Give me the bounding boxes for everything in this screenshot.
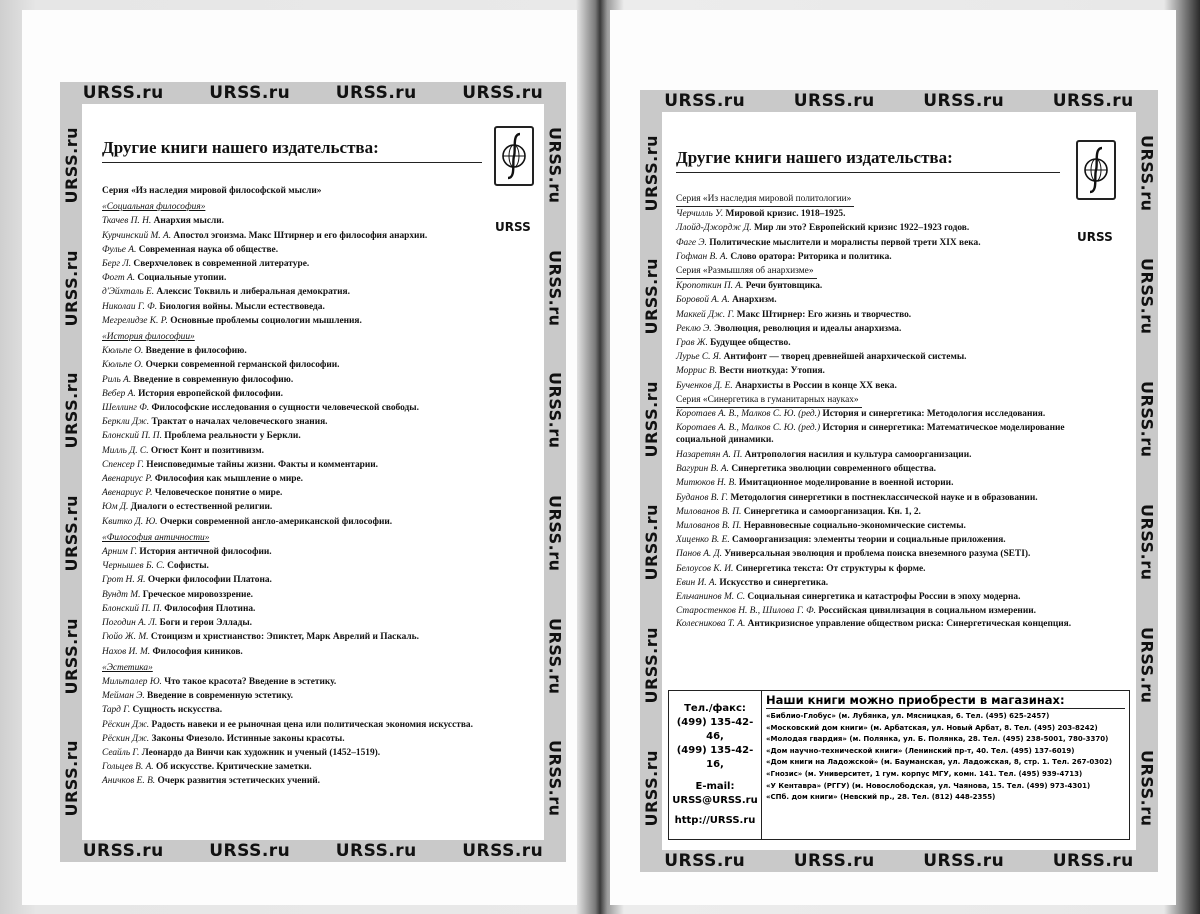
book-entry: Хиценко В. Е. Самоорганизация: элементы теории и социальные приложения. bbox=[676, 535, 1006, 546]
book-entry: Блонский П. П. Философия Плотина. bbox=[102, 603, 256, 614]
book-entry: Фогт А. Социальные утопии. bbox=[102, 273, 227, 284]
book-entry: Гюйо Ж. М. Стоицизм и христианство: Эпиктет, Марк Аврелий и Паскаль. bbox=[102, 632, 419, 643]
shops-title: Наши книги можно приобрести в магазинах: bbox=[766, 693, 1125, 709]
book-entry: Черчилль У. Мировой кризис. 1918–1925. bbox=[676, 209, 846, 220]
series-title: Серия «Из наследия мировой философской мысли» bbox=[102, 186, 322, 196]
left-page bbox=[22, 10, 577, 905]
contact-box bbox=[668, 690, 1130, 840]
shop-entry: «Библио-Глобус» (м. Лубянка, ул. Мясницкая, 6. Тел. (495) 625-2457) bbox=[766, 712, 1050, 720]
section-title: «Социальная философия» bbox=[102, 202, 206, 213]
watermark-bottom bbox=[640, 850, 1158, 872]
book-entry: Берг Л. Сверхчеловек в современной литературе. bbox=[102, 259, 310, 270]
shop-entry: «У Кентавра» (РГГУ) (м. Новослободская, ул. Чаянова, 15. Тел. (499) 973-4301) bbox=[766, 781, 1091, 790]
book-entry: Мегрелидзе К. Р. Основные проблемы социологии мышления. bbox=[102, 315, 362, 326]
book-entry: Панов А. Д. Универсальная эволюция и проблема поиска внеземного разума (SETI). bbox=[676, 549, 1031, 560]
book-entry: Беркли Дж. Трактат о началах человеческого знания. bbox=[102, 417, 328, 428]
watermark-text: URSS.ru bbox=[335, 841, 417, 861]
watermark-text: URSS.ru bbox=[641, 381, 661, 458]
tel-1: (499) 135-42-46, bbox=[676, 717, 754, 742]
watermark-text: URSS.ru bbox=[462, 841, 544, 861]
watermark-text: URSS.ru bbox=[545, 495, 565, 572]
book-entry: Чернышев Б. С. Софисты. bbox=[102, 561, 209, 572]
book-entry: Милованов В. П. Неравновесные социально-экономические системы. bbox=[676, 521, 966, 532]
watermark-text: URSS.ru bbox=[545, 740, 565, 817]
watermark-text: URSS.ru bbox=[209, 841, 291, 861]
watermark-text: URSS.ru bbox=[923, 851, 1005, 871]
watermark-text: URSS.ru bbox=[61, 127, 81, 204]
book-entry: Фаге Э. Политические мыслители и моралисты первой трети XIX века. bbox=[676, 237, 981, 248]
shop-entry: «СПб. дом книги» (Невский пр., 28. Тел. (812) 448-2355) bbox=[766, 793, 996, 802]
book-entry: Курчинский М. А. Апостол эгоизма. Макс Штирнер и его философия анархии. bbox=[102, 230, 428, 241]
book-entry: Сеайль Г. Леонардо да Винчи как художник и ученый (1452–1519). bbox=[102, 747, 381, 758]
tel-label: Тел./факс: bbox=[684, 703, 746, 714]
watermark-text: URSS.ru bbox=[61, 617, 81, 695]
watermark-text: URSS.ru bbox=[61, 249, 81, 327]
watermark-right bbox=[544, 104, 566, 840]
book-entry: Лурье С. Я. Антифонт — творец древнейшей анархической системы. bbox=[676, 352, 967, 363]
book-entry: Евин И. А. Искусство и синергетика. bbox=[676, 577, 829, 588]
watermark-text: URSS.ru bbox=[1137, 504, 1157, 581]
heading-rule bbox=[102, 162, 482, 163]
book-entry: Старостенков Н. В., Шилова Г. Ф. Российская цивилизация в социальном измерении. bbox=[676, 606, 1036, 617]
book-entry: Грав Ж. Будущее общество. bbox=[676, 338, 791, 349]
book-entry: Реклю Э. Эволюция, революция и идеалы анархизма. bbox=[676, 323, 902, 334]
watermark-text: URSS.ru bbox=[545, 617, 565, 695]
watermark-text: URSS.ru bbox=[1137, 135, 1157, 212]
book-entry: Мильталер Ю. Что такое красота? Введение в эстетику. bbox=[102, 676, 337, 687]
page-heading: Другие книги нашего издательства: bbox=[676, 148, 953, 167]
email: URSS@URSS.ru bbox=[672, 795, 758, 806]
book-entry: Шеллинг Ф. Философские исследования о сущности человеческой свободы. bbox=[102, 403, 419, 414]
logo-caption: URSS bbox=[495, 220, 531, 234]
heading-rule bbox=[676, 172, 1060, 173]
watermark-left bbox=[640, 112, 662, 850]
watermark-text: URSS.ru bbox=[82, 83, 164, 103]
watermark-text: URSS.ru bbox=[545, 249, 565, 327]
book-entry: Маккей Дж. Г. Макс Штирнер: Его жизнь и творчество. bbox=[676, 309, 912, 320]
book-entry: Моррис В. Вести ниоткуда: Утопия. bbox=[676, 366, 825, 377]
book-entry: Кюльпе О. Введение в философию. bbox=[102, 346, 247, 357]
watermark-text: URSS.ru bbox=[545, 127, 565, 204]
series-title: Серия «Из наследия мировой политологии» bbox=[676, 192, 854, 207]
watermark-text: URSS.ru bbox=[209, 83, 291, 103]
shop-entry: «Молодая гвардия» (м. Полянка, ул. Б. Полянка, 28. Тел. (495) 238-5001, 780-3370) bbox=[766, 735, 1109, 744]
series-title: Серия «Синергетика в гуманитарных науках» bbox=[676, 393, 862, 408]
book-entry: Боровой А. А. Анархизм. bbox=[676, 295, 777, 306]
book-entry: Ткачев П. Н. Анархия мысли. bbox=[102, 216, 225, 227]
book-entry: Спенсер Г. Неисповедимые тайны жизни. Факты и комментарии. bbox=[102, 459, 378, 470]
watermark-text: URSS.ru bbox=[664, 91, 746, 111]
email-label: E-mail: bbox=[695, 781, 735, 792]
watermark-text: URSS.ru bbox=[793, 91, 875, 111]
watermark-text: URSS.ru bbox=[641, 627, 661, 704]
watermark-text: URSS.ru bbox=[641, 258, 661, 335]
book-entry: д'Эйхталь Е. Алексис Токвиль и либеральная демократия. bbox=[102, 287, 350, 298]
logo-caption: URSS bbox=[1077, 230, 1113, 244]
watermark-text: URSS.ru bbox=[335, 83, 417, 103]
book-entry: Колесникова Т. А. Антикризисное управление обществом риска: Синергетическая концепция. bbox=[676, 619, 1072, 630]
globe-integral-icon bbox=[498, 131, 530, 181]
watermark-text: URSS.ru bbox=[1137, 627, 1157, 704]
book-entry: Вундт М. Греческое мировоззрение. bbox=[102, 589, 253, 600]
book-entry: Милль Д. С. Огюст Конт и позитивизм. bbox=[102, 445, 264, 456]
section-title: «История философии» bbox=[102, 332, 195, 343]
watermark-text: URSS.ru bbox=[923, 91, 1005, 111]
book-entry: Авенариус Р. Человеческое понятие о мире. bbox=[102, 488, 283, 499]
watermark-top bbox=[640, 90, 1158, 112]
book-entry: Вагурин В. А. Синергетика эволюции современного общества. bbox=[676, 464, 937, 475]
book-entry: Нахов И. М. Философия киников. bbox=[102, 646, 243, 657]
watermark-text: URSS.ru bbox=[1052, 91, 1134, 111]
watermark-text: URSS.ru bbox=[641, 750, 661, 827]
watermark-text: URSS.ru bbox=[82, 841, 164, 861]
watermark-text: URSS.ru bbox=[664, 851, 746, 871]
watermark-text: URSS.ru bbox=[545, 372, 565, 449]
watermark-text: URSS.ru bbox=[1137, 750, 1157, 827]
book-entry: Юм Д. Диалоги о естественной религии. bbox=[102, 502, 273, 513]
watermark-text: URSS.ru bbox=[1137, 381, 1157, 458]
book-entry: Коротаев А. В., Малков С. Ю. (ред.) История и синергетика: Методология исследования. bbox=[676, 409, 1046, 420]
watermark-text: URSS.ru bbox=[462, 83, 544, 103]
book-entry: Гофман В. А. Слово оратора: Риторика и политика. bbox=[676, 251, 892, 262]
left-content bbox=[82, 104, 544, 840]
page-heading: Другие книги нашего издательства: bbox=[102, 138, 379, 157]
watermark-left bbox=[60, 104, 82, 840]
book-entry: Арним Г. История античной философии. bbox=[102, 547, 272, 558]
book-entry: Блонский П. П. Проблема реальности у Беркли. bbox=[102, 431, 301, 442]
book-entry: Милованов В. П. Синергетика и самоорганизация. Кн. 1, 2. bbox=[676, 506, 921, 517]
watermark-right bbox=[1136, 112, 1158, 850]
book-entry: Риль А. Введение в современную философию. bbox=[102, 374, 294, 385]
watermark-bottom bbox=[60, 840, 566, 862]
book-entry: Митюков Н. В. Имитационное моделирование в военной истории. bbox=[676, 478, 954, 489]
book-entry: Авенариус Р. Философия как мышление о мире. bbox=[102, 474, 303, 485]
watermark-top bbox=[60, 82, 566, 104]
shop-entry: «Гнозис» (м. Университет, 1 гум. корпус МГУ, комн. 141. Тел. (495) 939-4713) bbox=[766, 769, 1083, 778]
tel-2: (499) 135-42-16, bbox=[676, 745, 754, 770]
section-title: «Эстетика» bbox=[102, 662, 153, 673]
book-entry: Квитко Д. Ю. Очерки современной англо-американской философии. bbox=[102, 516, 393, 527]
book-entry: Грот Н. Я. Очерки философии Платона. bbox=[102, 575, 272, 586]
book-list bbox=[676, 192, 1072, 632]
publisher-logo bbox=[1076, 140, 1116, 200]
book-entry: Назаретян А. П. Антропология насилия и культура самоорганизации. bbox=[676, 450, 972, 461]
book-entry: Аничков Е. В. Очерк развития эстетических учений. bbox=[102, 776, 320, 787]
right-page bbox=[610, 10, 1176, 905]
book-entry: Кюльпе О. Очерки современной германской философии. bbox=[102, 360, 340, 371]
book-entry: Фулье А. Современная наука об обществе. bbox=[102, 244, 279, 255]
right-content bbox=[662, 112, 1136, 850]
book-entry: Ллойд-Джордж Д. Мир ли это? Европейский кризис 1922–1923 годов. bbox=[676, 223, 970, 234]
contact-column bbox=[669, 691, 762, 839]
shop-entry: «Дом книги на Ладожской» (м. Бауманская, ул. Ладожская, 8, стр. 1. Тел. 267-0302) bbox=[766, 758, 1113, 767]
book-entry: Коротаев А. В., Малков С. Ю. (ред.) История и синергетика: Математическое моделирование социальной динамики. bbox=[676, 423, 1065, 446]
book-entry: Кропоткин П. А. Речи бунтовщика. bbox=[676, 281, 823, 292]
book-list bbox=[102, 184, 490, 789]
globe-integral-icon bbox=[1080, 145, 1112, 195]
website: http://URSS.ru bbox=[674, 815, 756, 826]
book-entry: Ельчанинов М. С. Социальная синергетика и катастрофы России в эпоху модерна. bbox=[676, 592, 1021, 603]
section-title: «Философия античности» bbox=[102, 532, 210, 543]
book-entry: Вебер А. История европейской философии. bbox=[102, 388, 284, 399]
watermark-text: URSS.ru bbox=[61, 372, 81, 449]
watermark-text: URSS.ru bbox=[641, 504, 661, 581]
shops-column bbox=[762, 691, 1129, 839]
publisher-logo bbox=[494, 126, 534, 186]
watermark-text: URSS.ru bbox=[1137, 258, 1157, 335]
book-entry: Николаи Г. Ф. Биология войны. Мысли естествоведа. bbox=[102, 301, 325, 312]
book-entry: Белоусов К. И. Синергетика текста: От структуры к форме. bbox=[676, 563, 926, 574]
book-entry: Буданов В. Г. Методология синергетики в постнеклассической науке и в образовании. bbox=[676, 492, 1038, 503]
book-entry: Гольцев В. А. Об искусстве. Критические заметки. bbox=[102, 762, 312, 773]
watermark-text: URSS.ru bbox=[641, 135, 661, 212]
book-entry: Погодин А. Л. Боги и герои Эллады. bbox=[102, 618, 252, 629]
shop-entry: «Московский дом книги» (м. Арбатская, ул. Новый Арбат, 8. Тел. (495) 203-8242) bbox=[766, 723, 1098, 732]
book-entry: Рёскин Дж. Радость навеки и ее рыночная цена или политическая экономия искусства. bbox=[102, 719, 473, 730]
watermark-text: URSS.ru bbox=[793, 851, 875, 871]
shop-entry: «Дом научно-технической книги» (Ленинский пр-т, 40. Тел. (495) 137-6019) bbox=[766, 746, 1075, 755]
book-entry: Тард Г. Сущность искусства. bbox=[102, 705, 223, 716]
series-title: Серия «Размышляя об анархизме» bbox=[676, 264, 817, 279]
book-entry: Рёскин Дж. Законы Фиезоло. Истинные законы красоты. bbox=[102, 733, 345, 744]
book-entry: Бученков Д. Е. Анархисты в России в конце XX века. bbox=[676, 380, 897, 391]
watermark-text: URSS.ru bbox=[61, 495, 81, 572]
watermark-text: URSS.ru bbox=[61, 740, 81, 817]
watermark-text: URSS.ru bbox=[1052, 851, 1134, 871]
book-entry: Мейман Э. Введение в современную эстетику. bbox=[102, 691, 293, 702]
